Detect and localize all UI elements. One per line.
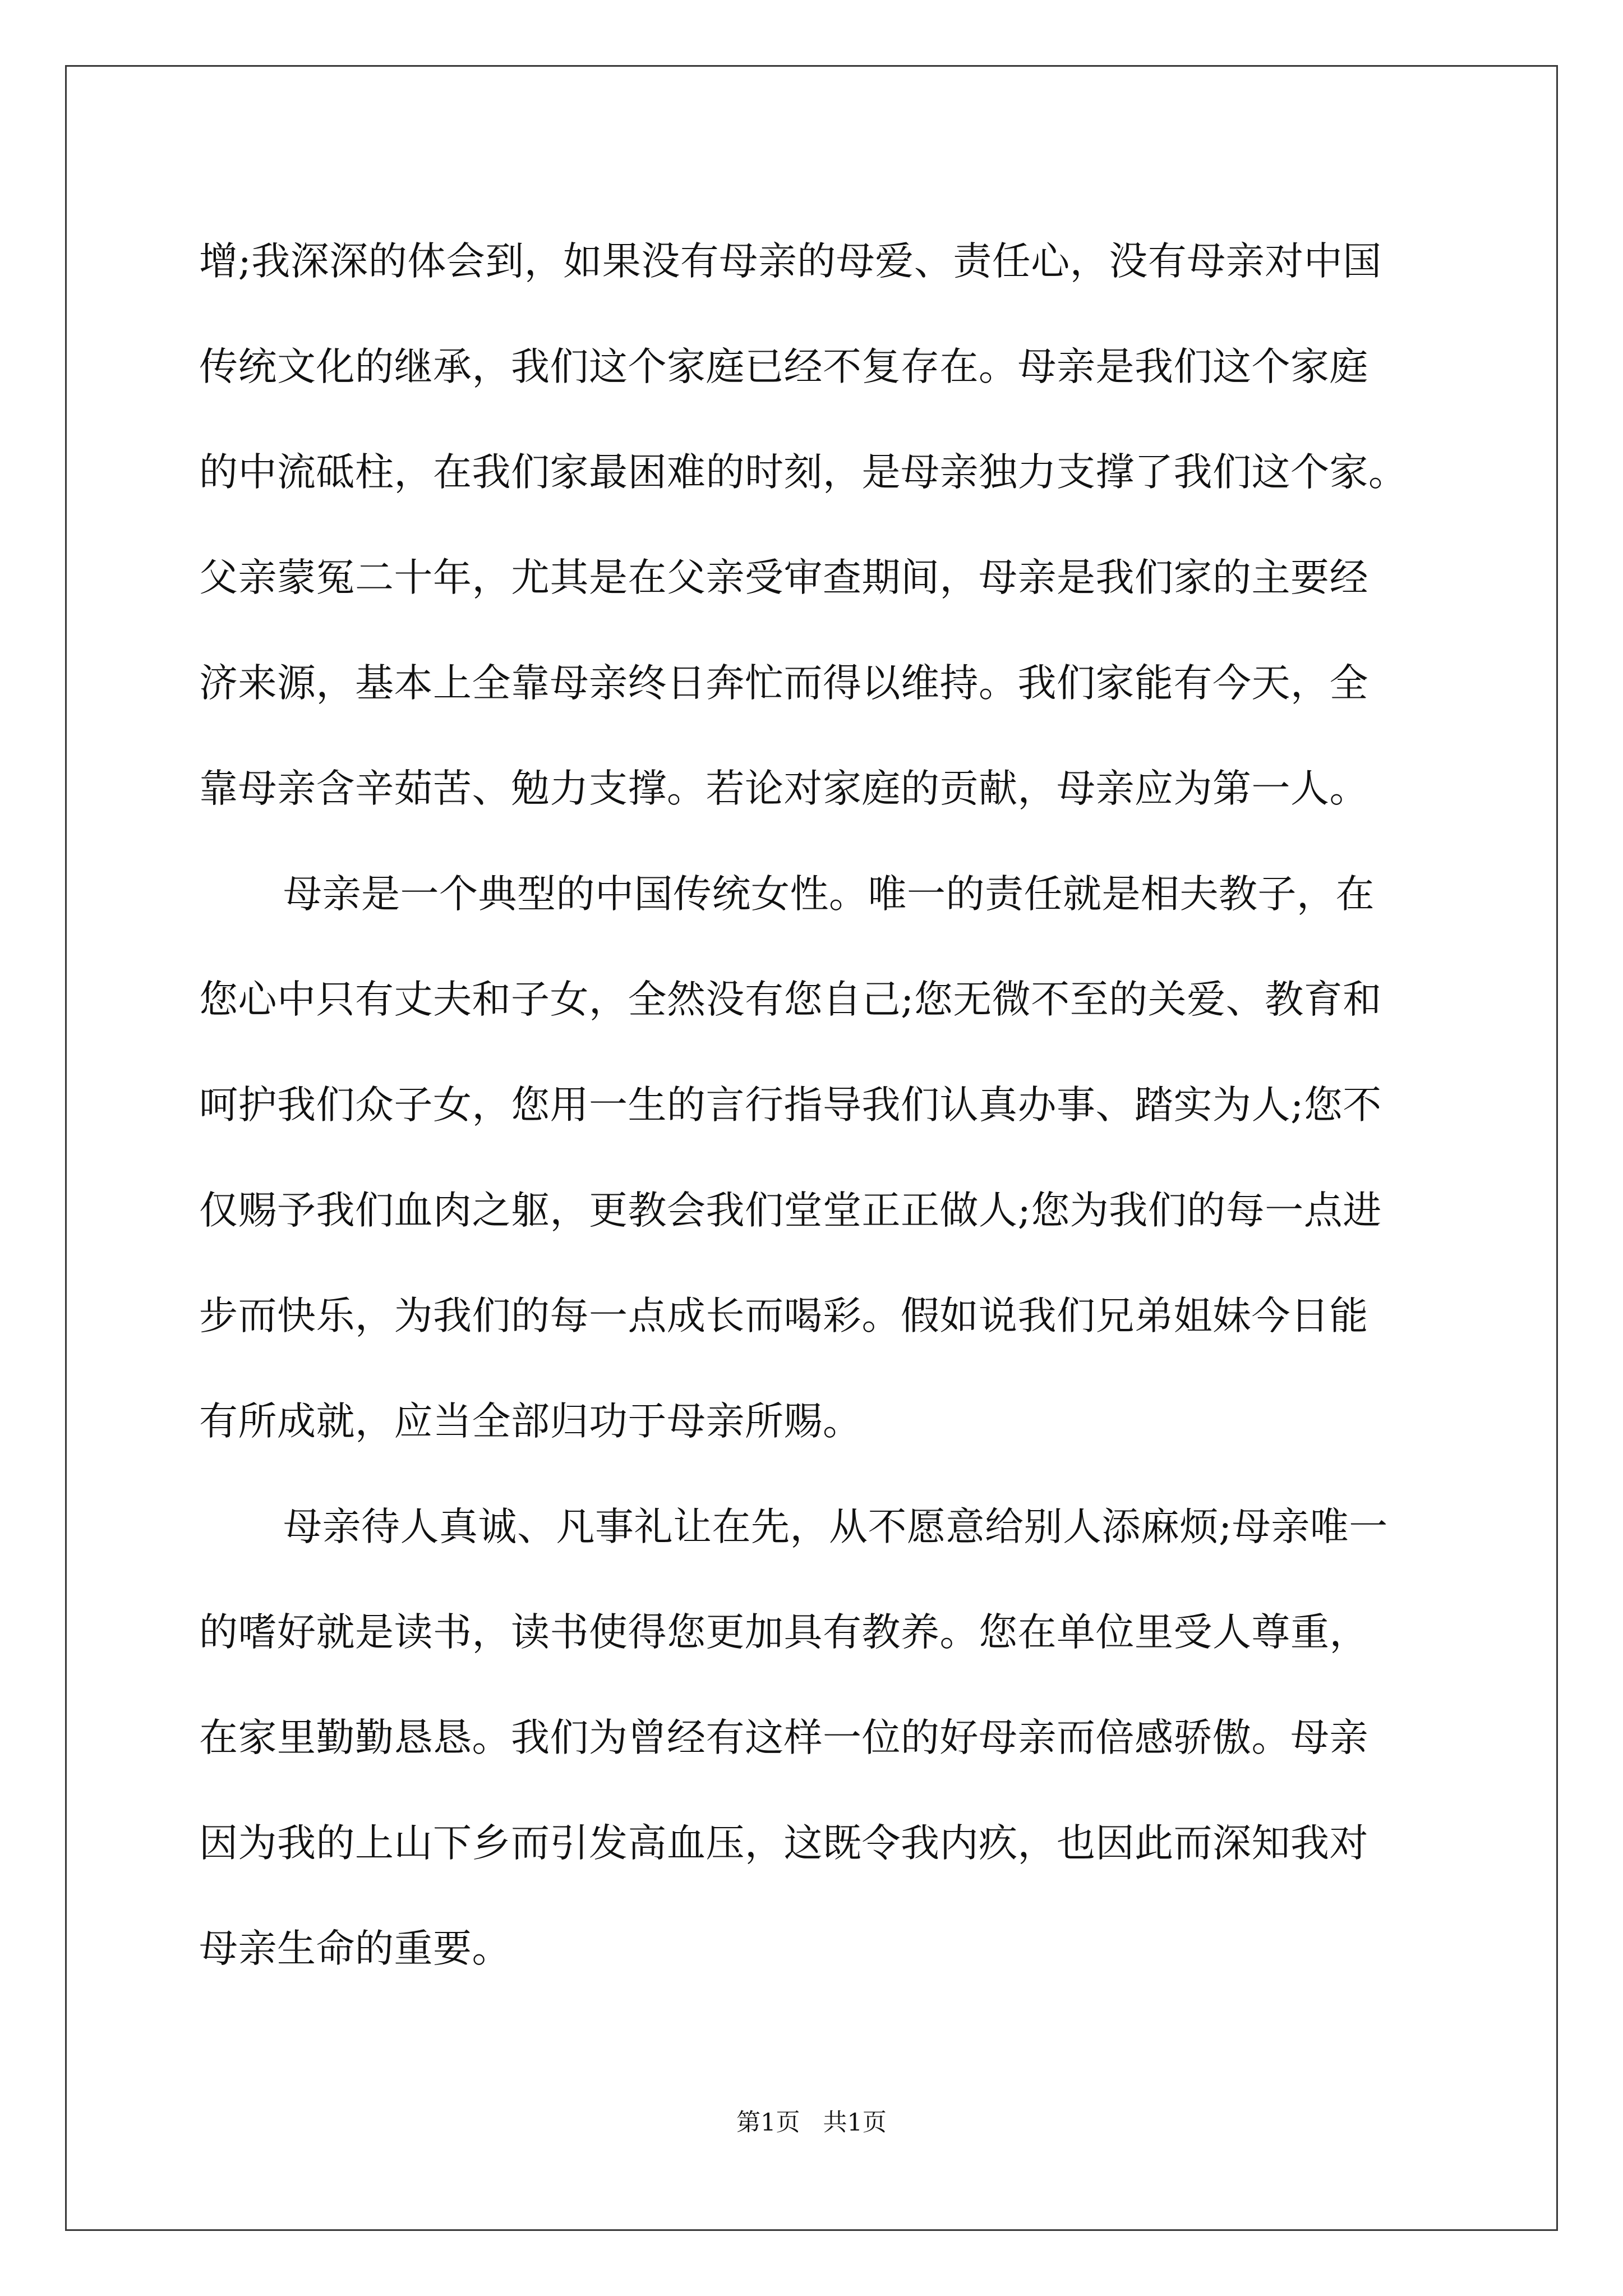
text-line: 步而快乐，为我们的每一点成长而喝彩。假如说我们兄弟姐妹今日能 [199, 1294, 1368, 1338]
text-line: 在家里勤勤恳恳。我们为曾经有这样一位的好母亲而倍感骄傲。母亲 [199, 1715, 1368, 1760]
text-line: 母亲待人真诚、凡事礼让在先，从不愿意给别人添麻烦;母亲唯一 [283, 1504, 1388, 1549]
text-line: 因为我的上山下乡而引发高血压，这既令我内疚，也因此而深知我对 [199, 1821, 1368, 1866]
text-line: 母亲生命的重要。 [199, 1926, 511, 1971]
text-line: 靠母亲含辛茹苦、勉力支撑。若论对家庭的贡献，母亲应为第一人。 [199, 766, 1368, 811]
text-line: 的嗜好就是读书，读书使得您更加具有教养。您在单位里受人尊重， [199, 1610, 1368, 1655]
text-line: 有所成就，应当全部归功于母亲所赐。 [199, 1399, 862, 1444]
page-number-footer: 第1页 共1页 [736, 2109, 887, 2137]
text-line: 传统文化的继承，我们这个家庭已经不复存在。母亲是我们这个家庭 [199, 344, 1368, 389]
paragraph-3 [199, 1474, 1433, 2001]
paragraph-2 [199, 841, 1433, 1474]
page-body [199, 209, 1433, 2001]
paragraph-1 [199, 209, 1433, 841]
text-line: 的中流砥柱，在我们家最困难的时刻，是母亲独力支撑了我们这个家。 [199, 450, 1408, 495]
text-line: 呵护我们众子女，您用一生的言行指导我们认真办事、踏实为人;您不 [199, 1083, 1382, 1128]
text-line: 增;我深深的体会到，如果没有母亲的母爱、责任心，没有母亲对中国 [199, 239, 1382, 284]
text-line: 仅赐予我们血肉之躯，更教会我们堂堂正正做人;您为我们的每一点进 [199, 1188, 1382, 1233]
text-line: 济来源，基本上全靠母亲终日奔忙而得以维持。我们家能有今天，全 [199, 661, 1368, 706]
text-line: 您心中只有丈夫和子女，全然没有您自己;您无微不至的关爱、教育和 [199, 977, 1382, 1022]
text-line: 母亲是一个典型的中国传统女性。唯一的责任就是相夫教子，在 [283, 872, 1375, 917]
text-line: 父亲蒙冤二十年，尤其是在父亲受审查期间，母亲是我们家的主要经 [199, 555, 1368, 600]
